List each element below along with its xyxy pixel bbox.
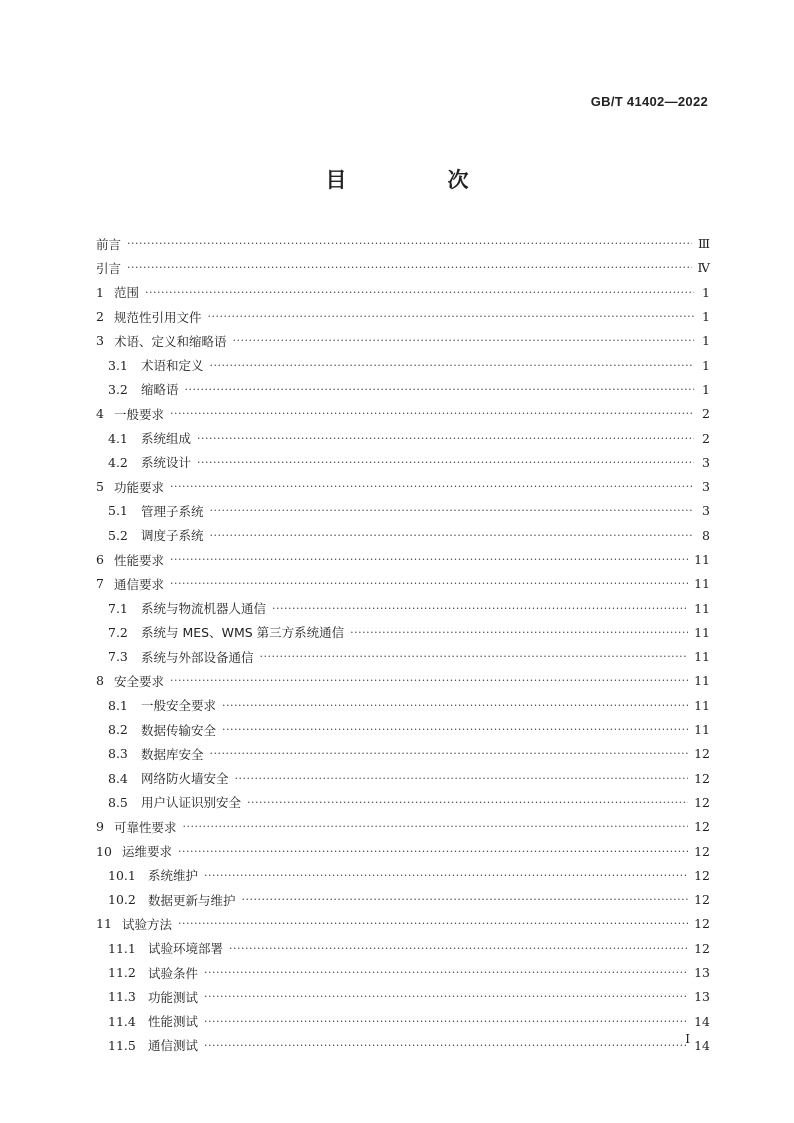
toc-entry-label: 通信要求	[114, 576, 165, 592]
toc-entry-page: Ⅳ	[697, 260, 710, 276]
toc-entry[interactable]	[96, 572, 710, 596]
toc-leader-dots	[185, 383, 694, 396]
toc-entry-number: 3.2	[108, 381, 128, 397]
toc-entry-page: 11	[694, 552, 710, 567]
toc-leader-dots	[170, 553, 688, 566]
toc-entry-page: 12	[694, 770, 710, 786]
toc-entry-label: 用户认证识别安全	[141, 795, 242, 811]
toc-entry-number: 4.1	[108, 430, 128, 446]
toc-entry-number: 8	[96, 673, 104, 689]
toc-entry[interactable]	[96, 499, 710, 523]
toc-leader-dots	[210, 747, 689, 760]
toc-entry-number: 4	[96, 406, 104, 422]
toc-entry-number: 8.3	[108, 746, 128, 762]
toc-entry-label: 试验条件	[148, 965, 199, 981]
toc-entry[interactable]	[96, 305, 710, 329]
toc-entry-number: 3	[96, 333, 104, 349]
toc-entry[interactable]	[96, 256, 710, 280]
toc-entry-page: 11	[694, 673, 710, 689]
toc-leader-dots	[247, 796, 688, 809]
page-number: I	[685, 1032, 690, 1046]
toc-entry-page: 2	[702, 406, 710, 422]
toc-entry-label: 范围	[114, 285, 140, 301]
toc-entry[interactable]	[96, 1034, 710, 1058]
toc-entry-number: 11.5	[108, 1037, 136, 1053]
toc-entry-label: 规范性引用文件	[114, 309, 202, 325]
toc-entry-label: 术语、定义和缩略语	[114, 333, 227, 349]
toc-entry-label: 系统设计	[141, 455, 192, 471]
toc-entry-label: 系统与物流机器人通信	[141, 601, 267, 617]
toc-entry[interactable]	[96, 767, 710, 791]
toc-entry-label: 系统与 MES、WMS 第三方系统通信	[141, 625, 345, 641]
table-of-contents	[96, 232, 710, 1058]
toc-entry-label: 引言	[96, 260, 122, 276]
toc-entry-page: 11	[694, 697, 710, 713]
toc-entry[interactable]	[96, 426, 710, 450]
toc-entry-number: 11.2	[108, 965, 136, 981]
toc-entry[interactable]	[96, 839, 710, 863]
toc-leader-dots	[170, 674, 688, 687]
toc-entry-label: 术语和定义	[141, 358, 204, 374]
toc-entry[interactable]	[96, 888, 710, 912]
toc-entry-page: Ⅲ	[697, 236, 710, 252]
toc-entry[interactable]	[96, 645, 710, 669]
toc-entry-label: 系统组成	[141, 431, 192, 447]
toc-entry-page: 13	[694, 965, 710, 981]
toc-leader-dots	[197, 432, 694, 445]
toc-entry-number: 5.2	[108, 527, 128, 543]
toc-entry[interactable]	[96, 937, 710, 961]
toc-entry-label: 试验环境部署	[148, 941, 224, 957]
toc-leader-dots	[229, 942, 688, 955]
toc-entry[interactable]	[96, 232, 710, 256]
toc-entry-number: 11.3	[108, 989, 136, 1005]
toc-leader-dots	[170, 577, 688, 590]
toc-entry[interactable]	[96, 694, 710, 718]
toc-entry[interactable]	[96, 548, 710, 572]
toc-entry-number: 9	[96, 819, 104, 835]
toc-entry-page: 1	[702, 333, 710, 349]
toc-entry-page: 3	[702, 479, 710, 495]
toc-entry-page: 13	[694, 989, 710, 1005]
toc-entry-page: 11	[694, 600, 710, 616]
toc-leader-dots	[127, 261, 691, 274]
toc-leader-dots	[197, 456, 694, 469]
toc-entry-label: 系统与外部设备通信	[141, 649, 254, 665]
toc-entry-number: 7	[96, 576, 104, 592]
toc-leader-dots	[204, 869, 688, 882]
toc-entry-label: 运维要求	[122, 844, 173, 860]
toc-leader-dots	[222, 723, 688, 736]
toc-entry-number: 7.1	[108, 600, 128, 616]
toc-entry-page: 12	[694, 746, 710, 762]
toc-entry[interactable]	[96, 985, 710, 1009]
toc-entry-page: 14	[694, 1013, 710, 1029]
toc-leader-dots	[210, 529, 694, 542]
toc-leader-dots	[272, 602, 688, 615]
toc-leader-dots	[127, 237, 692, 250]
toc-entry-page: 12	[694, 940, 710, 956]
toc-entry-page: 12	[694, 819, 710, 835]
toc-entry-label: 试验方法	[122, 916, 173, 932]
toc-entry-number: 10.2	[108, 892, 136, 908]
toc-entry-page: 12	[694, 794, 710, 810]
toc-entry-page: 12	[694, 867, 710, 883]
toc-entry-number: 3.1	[108, 357, 128, 373]
toc-entry-page: 12	[694, 916, 710, 932]
toc-entry-page: 1	[702, 284, 710, 300]
toc-entry[interactable]	[96, 451, 710, 475]
toc-entry-label: 数据传输安全	[141, 722, 217, 738]
toc-entry[interactable]	[96, 815, 710, 839]
toc-leader-dots	[210, 359, 694, 372]
toc-entry[interactable]	[96, 864, 710, 888]
toc-entry-number: 11	[96, 916, 112, 932]
toc-leader-dots	[204, 1039, 688, 1052]
toc-entry[interactable]	[96, 353, 710, 377]
toc-entry-page: 1	[702, 381, 710, 397]
toc-entry-page: 14	[694, 1037, 710, 1053]
toc-entry-page: 11	[694, 576, 710, 592]
toc-entry-label: 数据库安全	[141, 746, 204, 762]
toc-leader-dots	[242, 893, 689, 906]
toc-entry-label: 安全要求	[114, 673, 165, 689]
toc-entry[interactable]	[96, 791, 710, 815]
toc-entry[interactable]	[96, 524, 710, 548]
toc-entry-label: 功能测试	[148, 989, 199, 1005]
toc-leader-dots	[350, 626, 688, 639]
toc-leader-dots	[233, 334, 694, 347]
toc-entry-page: 1	[702, 309, 710, 325]
toc-entry-label: 缩略语	[141, 382, 179, 398]
toc-entry-number: 1	[96, 284, 104, 300]
toc-entry-page: 3	[702, 503, 710, 519]
toc-leader-dots	[170, 480, 694, 493]
toc-entry-label: 系统维护	[148, 868, 199, 884]
toc-leader-dots	[178, 917, 688, 930]
toc-entry[interactable]	[96, 961, 710, 985]
toc-entry-number: 7.3	[108, 649, 128, 665]
toc-leader-dots	[204, 990, 688, 1003]
toc-entry-number: 5.1	[108, 503, 128, 519]
toc-entry-number: 8.4	[108, 770, 128, 786]
toc-leader-dots	[204, 966, 688, 979]
toc-entry-number: 8.1	[108, 697, 128, 713]
toc-leader-dots	[222, 699, 688, 712]
toc-entry[interactable]	[96, 329, 710, 353]
toc-entry-number: 8.5	[108, 794, 128, 810]
toc-entry-label: 功能要求	[114, 479, 165, 495]
toc-entry[interactable]	[96, 1010, 710, 1034]
toc-entry-page: 1	[702, 357, 710, 373]
toc-leader-dots	[145, 286, 694, 299]
standard-code: GB/T 41402—2022	[590, 94, 708, 109]
toc-entry-page: 11	[694, 649, 710, 665]
toc-entry[interactable]	[96, 718, 710, 742]
toc-leader-dots	[204, 1015, 688, 1028]
toc-entry-number: 10	[96, 843, 112, 859]
toc-leader-dots	[210, 504, 694, 517]
toc-leader-dots	[170, 407, 694, 420]
toc-entry-label: 网络防火墙安全	[141, 771, 229, 787]
toc-entry-number: 5	[96, 479, 104, 495]
toc-leader-dots	[183, 820, 689, 833]
toc-entry-number: 11.1	[108, 940, 136, 956]
toc-entry[interactable]	[96, 475, 710, 499]
toc-entry-number: 11.4	[108, 1013, 136, 1029]
toc-entry[interactable]	[96, 596, 710, 620]
toc-entry-label: 可靠性要求	[114, 819, 177, 835]
toc-entry[interactable]	[96, 281, 710, 305]
toc-entry-number: 8.2	[108, 722, 128, 738]
toc-entry-label: 前言	[96, 236, 122, 252]
toc-entry-label: 通信测试	[148, 1038, 199, 1054]
page-title: 目 次	[325, 168, 509, 192]
toc-entry-number: 10.1	[108, 867, 136, 883]
toc-entry-number: 6	[96, 552, 104, 567]
toc-entry-label: 性能测试	[148, 1014, 199, 1030]
toc-entry-label: 性能要求	[114, 552, 165, 568]
toc-leader-dots	[178, 845, 688, 858]
toc-entry-label: 一般要求	[114, 406, 165, 422]
toc-leader-dots	[208, 310, 694, 323]
toc-entry-number: 7.2	[108, 624, 128, 640]
toc-entry-label: 调度子系统	[141, 528, 204, 544]
toc-entry-page: 12	[694, 843, 710, 859]
toc-entry-page: 3	[702, 454, 710, 470]
toc-entry-page: 8	[702, 527, 710, 543]
toc-entry-label: 一般安全要求	[141, 698, 217, 714]
toc-leader-dots	[260, 650, 689, 663]
toc-leader-dots	[235, 772, 689, 785]
toc-entry[interactable]	[96, 621, 710, 645]
toc-entry[interactable]	[96, 378, 710, 402]
toc-entry[interactable]	[96, 742, 710, 766]
toc-entry-number: 4.2	[108, 454, 128, 470]
toc-entry[interactable]	[96, 912, 710, 936]
toc-entry-page: 11	[694, 624, 710, 640]
toc-entry-number: 2	[96, 309, 104, 325]
toc-entry[interactable]	[96, 669, 710, 693]
toc-entry-label: 数据更新与维护	[148, 892, 236, 908]
toc-entry-label: 管理子系统	[141, 503, 204, 519]
toc-entry-page: 2	[702, 430, 710, 446]
toc-entry[interactable]	[96, 402, 710, 426]
toc-entry-page: 12	[694, 892, 710, 908]
toc-entry-page: 11	[694, 722, 710, 738]
